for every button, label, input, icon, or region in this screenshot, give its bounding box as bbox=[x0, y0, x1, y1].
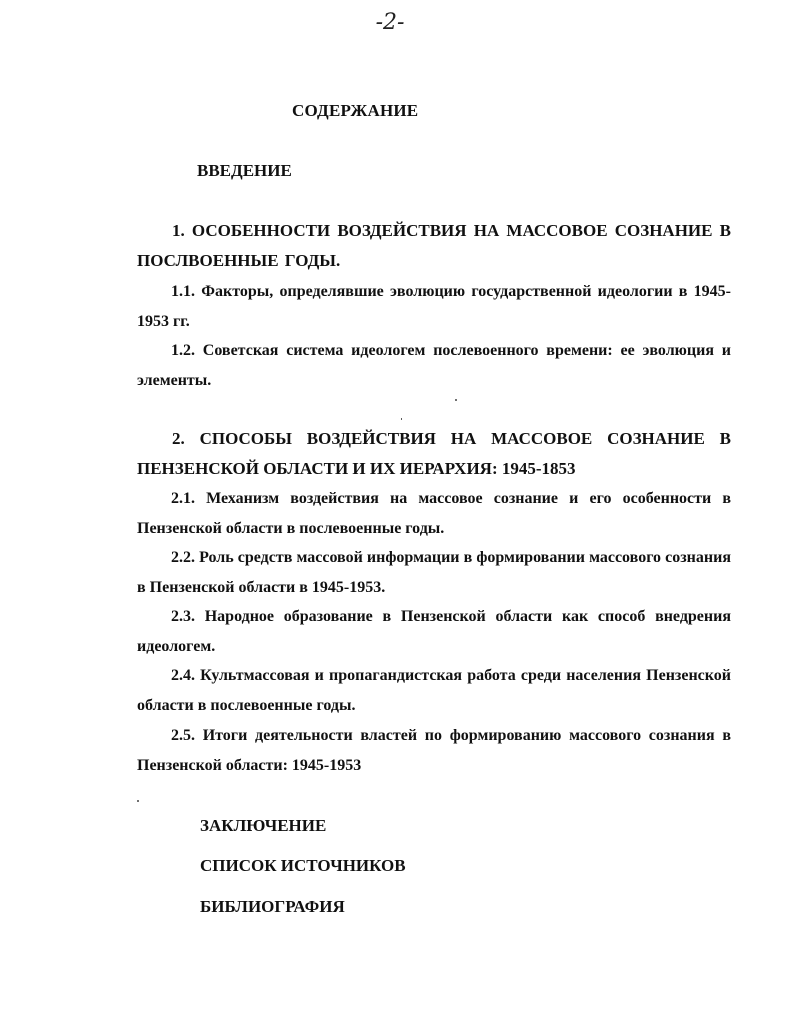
page-number: -2- bbox=[375, 10, 405, 35]
toc-entry-bibliography: БИБЛИОГРАФИЯ bbox=[200, 897, 345, 916]
scan-speck bbox=[401, 418, 402, 420]
scan-speck bbox=[455, 399, 457, 401]
toc-section-1-2: 1.2. Советская система идеологем послевоенного времени: ее эволюция и элементы. bbox=[137, 342, 731, 389]
scan-speck bbox=[137, 800, 139, 802]
toc-section-2-5: 2.5. Итоги деятельности властей по формированию массового сознания в Пензенской области: 1945-1953 bbox=[137, 727, 731, 774]
toc-section-2-4: 2.4. Культмассовая и пропагандистская работа среди населения Пензенской области в послевоенные годы. bbox=[137, 667, 731, 714]
toc-chapter-1-title: 1. ОСОБЕННОСТИ ВОЗДЕЙСТВИЯ НА МАССОВОЕ СОЗНАНИЕ В ПОСЛВОЕННЫЕ ГОДЫ. bbox=[137, 221, 731, 270]
toc-section-2-3: 2.3. Народное образование в Пензенской области как способ внедрения идеологем. bbox=[137, 608, 731, 655]
toc-section-1-1: 1.1. Факторы, определявшие эволюцию государственной идеологии в 1945-1953 гг. bbox=[137, 283, 731, 330]
toc-section-2-1: 2.1. Механизм воздействия на массовое сознание и его особенности в Пензенской области в послевоенные годы. bbox=[137, 490, 731, 537]
toc-entry-conclusion: ЗАКЛЮЧЕНИЕ bbox=[200, 816, 327, 835]
toc-section-2-2: 2.2. Роль средств массовой информации в формировании массового сознания в Пензенской области в 1945-1953. bbox=[137, 549, 731, 596]
toc-entry-introduction: ВВЕДЕНИЕ bbox=[197, 161, 292, 180]
contents-title: СОДЕРЖАНИЕ bbox=[292, 101, 419, 120]
toc-chapter-2-title: 2. СПОСОБЫ ВОЗДЕЙСТВИЯ НА МАССОВОЕ СОЗНАНИЕ В ПЕНЗЕНСКОЙ ОБЛАСТИ И ИХ ИЕРАРХИЯ: 1945-1853 bbox=[137, 429, 731, 478]
toc-entry-sources: СПИСОК ИСТОЧНИКОВ bbox=[200, 856, 406, 875]
